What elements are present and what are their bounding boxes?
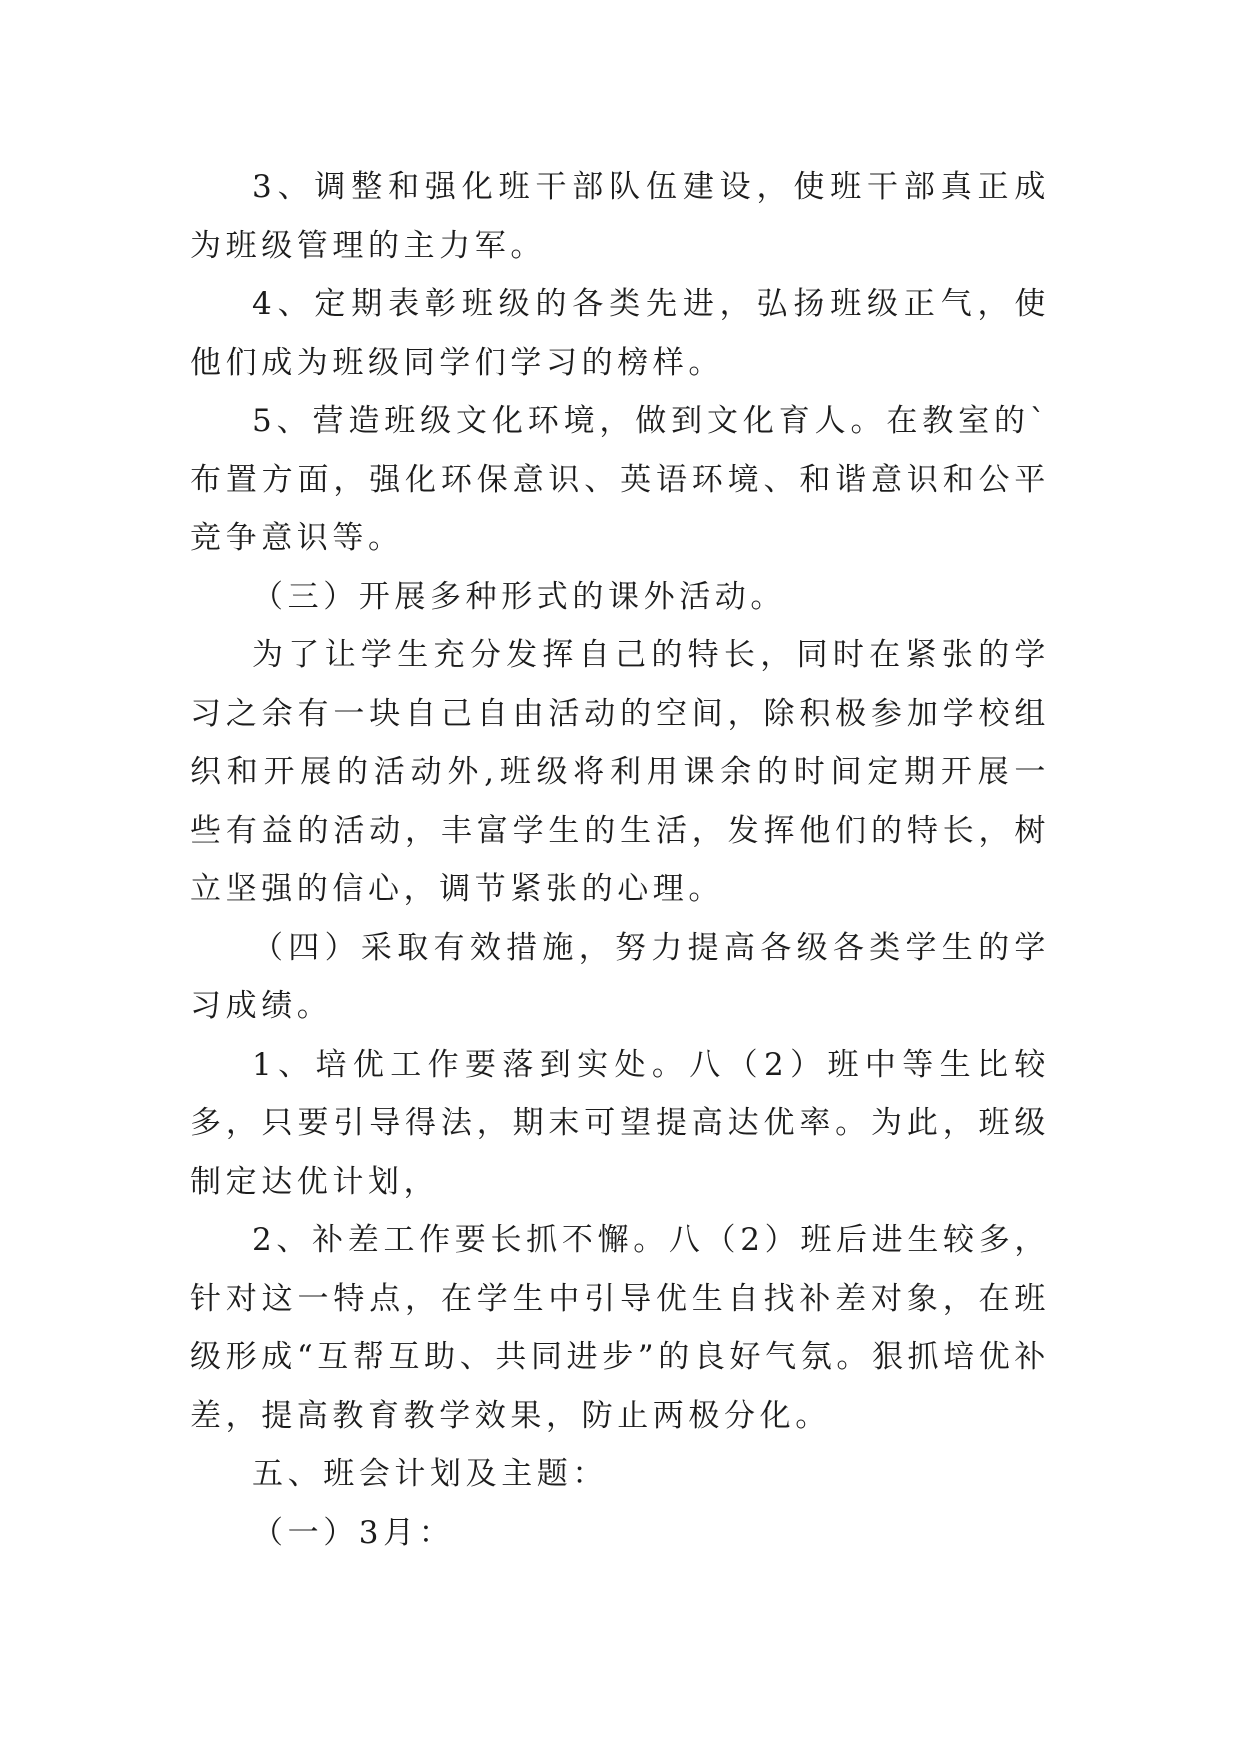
paragraph-activities: 为了让学生充分发挥自己的特长，同时在紧张的学习之余有一块自己自由活动的空间，除积极参加学校组织和开展的活动外,班级将利用课余的时间定期开展一些有益的活动，丰富学生的生活，发挥他们的特长，树立坚强的信心，调节紧张的心理。: [190, 637, 1050, 907]
paragraph-class-culture: 5、营造班级文化环境，做到文化育人。在教室的`布置方面，强化环保意识、英语环境、和谐意识和公平竞争意识等。: [190, 403, 1050, 556]
document-body: [190, 158, 1050, 1562]
section-heading-measures: （四）采取有效措施，努力提高各级各类学生的学习成绩。: [190, 929, 1050, 1024]
paragraph-commendation: 4、定期表彰班级的各类先进，弘扬班级正气，使他们成为班级同学们学习的榜样。: [190, 286, 1050, 381]
subheading-march: （一）3月：: [252, 1514, 455, 1551]
paragraph-top-students: 1、培优工作要落到实处。八（2）班中等生比较多，只要引导得法，期末可望提高达优率。为此，班级制定达优计划，: [190, 1046, 1050, 1200]
paragraph-class-cadres: 3、调整和强化班干部队伍建设，使班干部真正成为班级管理的主力军。: [190, 169, 1050, 264]
section-heading-class-meetings: 五、班会计划及主题：: [252, 1456, 608, 1492]
section-heading-activities: （三）开展多种形式的课外活动。: [252, 578, 786, 615]
paragraph-remedial: 2、补差工作要长抓不懈。八（2）班后进生较多，针对这一特点，在学生中引导优生自找补差对象，在班级形成“互帮互助、共同进步”的良好气氛。狠抓培优补差，提高教育教学效果，防止两极分化。: [190, 1222, 1050, 1434]
